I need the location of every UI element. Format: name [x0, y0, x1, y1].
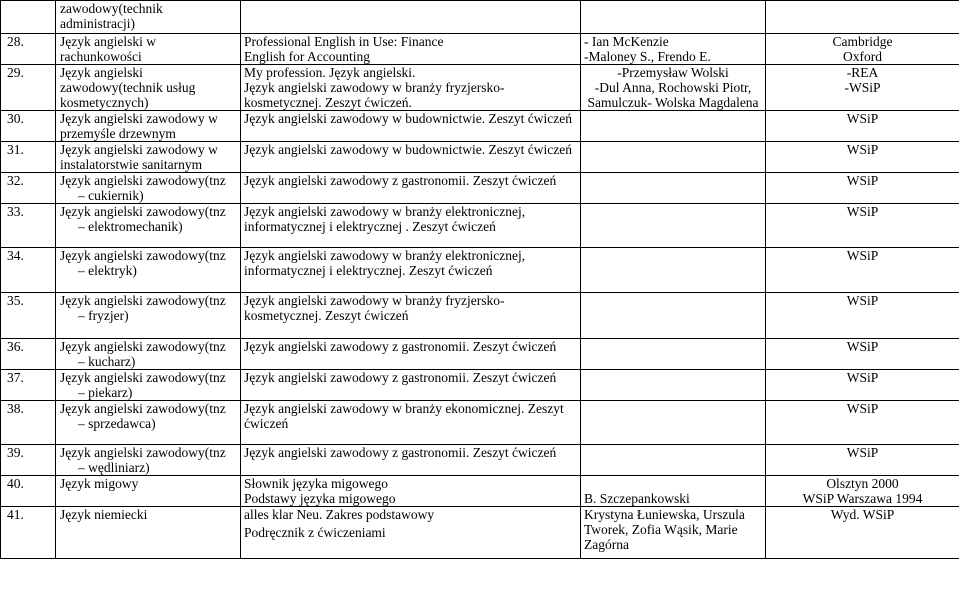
author-cell [581, 173, 766, 204]
publisher-cell: WSiP [766, 370, 959, 401]
publisher-cell: WSiP [766, 339, 959, 370]
title-cell: Język angielski zawodowy z gastronomii. Zeszyt ćwiczeń [241, 173, 581, 204]
subject-cell: Język angielski zawodowy w przemyśle drzewnym [56, 111, 241, 142]
publisher-cell [766, 1, 959, 34]
row-number: 40. [1, 476, 56, 507]
publisher-cell: WSiP [766, 293, 959, 339]
author-cell [581, 111, 766, 142]
table-row [1, 248, 959, 293]
title-cell: Język angielski zawodowy z gastronomii. Zeszyt ćwiczeń [241, 370, 581, 401]
row-number [1, 1, 56, 34]
publisher-cell: WSiP [766, 111, 959, 142]
author-cell [581, 401, 766, 445]
row-number: 34. [1, 248, 56, 293]
table-row [1, 445, 959, 476]
author-cell: - Ian McKenzie -Maloney S., Frendo E. [581, 34, 766, 65]
subject-cell: Język angielski zawodowy(tnz – cukiernik) [56, 173, 241, 204]
publisher-cell: WSiP [766, 401, 959, 445]
row-number: 32. [1, 173, 56, 204]
author-cell [581, 248, 766, 293]
row-number: 36. [1, 339, 56, 370]
table-row [1, 111, 959, 142]
subject-cell: Język niemiecki [56, 507, 241, 559]
subject-cell: Język angielski zawodowy(technik usług kosmetycznych) [56, 65, 241, 111]
title-cell [241, 1, 581, 34]
table-row [1, 476, 959, 507]
subject-cell: Język angielski zawodowy(tnz – piekarz) [56, 370, 241, 401]
table-row [1, 204, 959, 248]
author-cell [581, 204, 766, 248]
row-number: 39. [1, 445, 56, 476]
publisher-cell: Olsztyn 2000 WSiP Warszawa 1994 [766, 476, 959, 507]
row-number: 35. [1, 293, 56, 339]
publisher-cell: Cambridge Oxford [766, 34, 959, 65]
table-row [1, 65, 959, 111]
subject-cell: Język angielski zawodowy(tnz – fryzjer) [56, 293, 241, 339]
title-cell: Język angielski zawodowy z gastronomii. Zeszyt ćwiczeń [241, 445, 581, 476]
title-cell: Język angielski zawodowy w branży fryzjersko- kosmetycznej. Zeszyt ćwiczeń [241, 293, 581, 339]
table-row [1, 1, 959, 34]
title-cell: Język angielski zawodowy w budownictwie. Zeszyt ćwiczeń [241, 111, 581, 142]
row-number: 33. [1, 204, 56, 248]
row-number: 29. [1, 65, 56, 111]
row-number: 38. [1, 401, 56, 445]
publisher-cell: -REA -WSiP [766, 65, 959, 111]
publisher-cell: WSiP [766, 248, 959, 293]
subject-cell: Język migowy [56, 476, 241, 507]
title-cell: My profession. Język angielski. Język angielski zawodowy w branży fryzjersko- kosmetycznej. Zeszyt ćwiczeń. [241, 65, 581, 111]
table-row [1, 34, 959, 65]
subject-cell: Język angielski zawodowy(tnz – elektryk) [56, 248, 241, 293]
title-cell: Professional English in Use: Finance English for Accounting [241, 34, 581, 65]
title-cell: Język angielski zawodowy w branży elektronicznej, informatycznej i elektrycznej. Zeszyt ćwiczeń [241, 248, 581, 293]
subject-cell: Język angielski zawodowy(tnz – sprzedawca) [56, 401, 241, 445]
row-number: 41. [1, 507, 56, 559]
table-row [1, 370, 959, 401]
author-cell [581, 370, 766, 401]
row-number: 37. [1, 370, 56, 401]
title-cell: Język angielski zawodowy w branży elektronicznej, informatycznej i elektrycznej . Zeszyt ćwiczeń [241, 204, 581, 248]
table-row [1, 507, 959, 559]
subject-cell: zawodowy(technik administracji) [56, 1, 241, 34]
table-row [1, 142, 959, 173]
title-cell: alles klar Neu. Zakres podstawowy Podręcznik z ćwiczeniami [241, 507, 581, 559]
author-cell [581, 445, 766, 476]
publisher-cell: WSiP [766, 142, 959, 173]
publisher-cell: WSiP [766, 173, 959, 204]
subject-cell: Język angielski zawodowy(tnz – wędliniarz) [56, 445, 241, 476]
row-number: 31. [1, 142, 56, 173]
publisher-cell: Wyd. WSiP [766, 507, 959, 559]
author-cell: B. Szczepankowski [581, 476, 766, 507]
table-row [1, 401, 959, 445]
title-cell: Język angielski zawodowy z gastronomii. Zeszyt ćwiczeń [241, 339, 581, 370]
subject-cell: Język angielski w rachunkowości [56, 34, 241, 65]
row-number: 30. [1, 111, 56, 142]
title-cell: Język angielski zawodowy w budownictwie. Zeszyt ćwiczeń [241, 142, 581, 173]
publisher-cell: WSiP [766, 204, 959, 248]
author-cell [581, 293, 766, 339]
table-row [1, 173, 959, 204]
subject-cell: Język angielski zawodowy(tnz – kucharz) [56, 339, 241, 370]
table-row [1, 293, 959, 339]
author-cell: -Przemysław Wolski -Dul Anna, Rochowski Piotr, Samulczuk- Wolska Magdalena [581, 65, 766, 111]
title-cell: Język angielski zawodowy w branży ekonomicznej. Zeszyt ćwiczeń [241, 401, 581, 445]
row-number: 28. [1, 34, 56, 65]
author-cell [581, 339, 766, 370]
author-cell [581, 1, 766, 34]
subject-cell: Język angielski zawodowy(tnz – elektromechanik) [56, 204, 241, 248]
author-cell [581, 142, 766, 173]
publisher-cell: WSiP [766, 445, 959, 476]
author-cell: Krystyna Łuniewska, Urszula Tworek, Zofia Wąsik, Marie Zagórna [581, 507, 766, 559]
title-cell: Słownik języka migowego Podstawy języka migowego [241, 476, 581, 507]
table-row [1, 339, 959, 370]
subject-cell: Język angielski zawodowy w instalatorstwie sanitarnym [56, 142, 241, 173]
